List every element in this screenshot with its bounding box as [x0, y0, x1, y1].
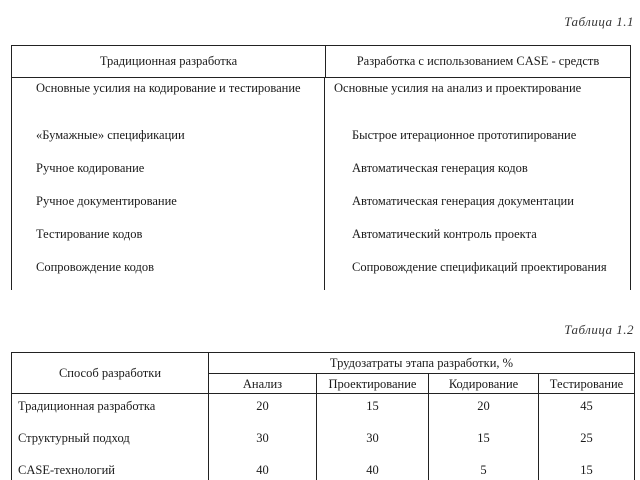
table-row-method: Структурный подход — [18, 431, 130, 445]
table-cell: 40 — [256, 463, 269, 477]
table-row-2-right: Быстрое итерационное прототипирование — [352, 128, 577, 142]
table-cell: 15 — [477, 431, 490, 445]
table-cell: 45 — [580, 399, 593, 413]
header-stage-design: Проектирование — [328, 377, 417, 391]
table-row-method: CASE-технологий — [18, 463, 115, 477]
header-bottom-line — [12, 393, 634, 394]
header-effort-group: Трудозатраты этапа разработки, % — [329, 356, 514, 370]
table-row-1-right: Основные усилия на анализ и проектирование — [334, 81, 582, 95]
table-row-6-left: Сопровождение кодов — [36, 260, 154, 274]
table-row-1-left — [18, 81, 320, 96]
table-row-3-right: Автоматическая генерация кодов — [352, 161, 528, 175]
table-cell: 20 — [256, 399, 269, 413]
header-method: Способ разработки — [58, 366, 162, 380]
table-cell: 30 — [366, 431, 379, 445]
table-row-2-left: «Бумажные» спецификации — [36, 128, 185, 142]
table-cell: 40 — [366, 463, 379, 477]
table-row-5-right: Автоматический контроль проекта — [352, 227, 537, 241]
table-row-4-right: Автоматическая генерация документации — [352, 194, 574, 208]
table-cell: 20 — [477, 399, 490, 413]
header-stage-coding: Кодирование — [448, 377, 519, 391]
table-row-3-left: Ручное кодирование — [36, 161, 145, 175]
effort-table — [11, 352, 635, 480]
table-cell: 5 — [480, 463, 487, 477]
table-2-caption: Таблица 1.2 — [564, 322, 634, 337]
method-column-line — [208, 353, 209, 480]
table-cell: 15 — [580, 463, 593, 477]
table-row-4-left: Ручное документирование — [36, 194, 177, 208]
comparison-table — [11, 45, 631, 290]
group-header-line — [208, 373, 634, 374]
cell-text: Основные усилия на кодирование и тестирование — [36, 81, 301, 95]
table-cell: 30 — [256, 431, 269, 445]
table-header-row — [12, 46, 630, 78]
table-row-method: Традиционная разработка — [18, 399, 156, 413]
table-1-caption: Таблица 1.1 — [564, 14, 634, 29]
header-stage-analysis: Анализ — [242, 377, 283, 391]
table-row-5-left: Тестирование кодов — [36, 227, 143, 241]
table-row-6-right: Сопровождение спецификаций проектирования — [352, 260, 607, 274]
table-cell: 25 — [580, 431, 593, 445]
header-stage-testing: Тестирование — [549, 377, 624, 391]
header-case: Разработка с использованием CASE - средств — [356, 54, 600, 68]
column-divider — [324, 78, 325, 290]
header-traditional: Традиционная разработка — [12, 46, 326, 77]
table-body — [12, 78, 630, 290]
table-cell: 15 — [366, 399, 379, 413]
